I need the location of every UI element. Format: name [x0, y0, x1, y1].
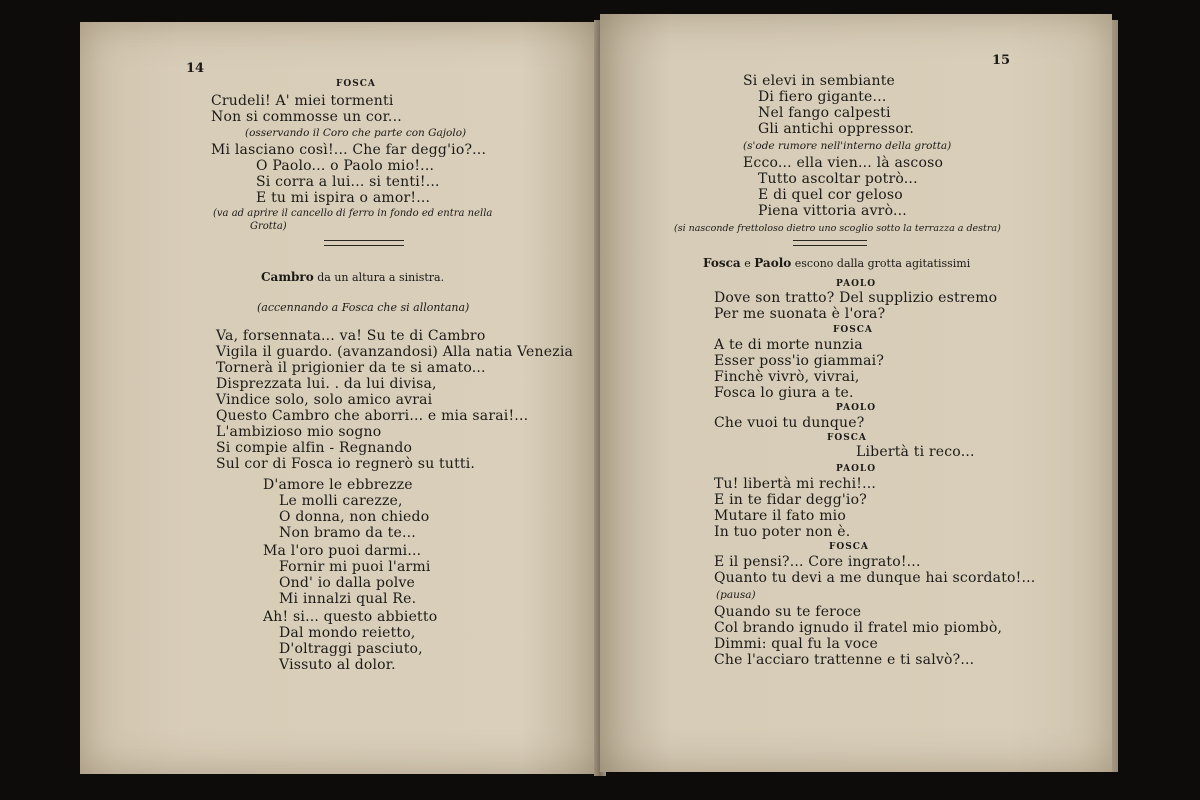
verse-line: Finchè vivrò, vivrai, [714, 369, 860, 385]
speaker-label: FOSCA [336, 79, 376, 89]
scene-heading [703, 257, 970, 269]
verse-line: Vigila il guardo. (avanzandosi) Alla natia Venezia [216, 344, 574, 360]
stage-direction: (pausa) [716, 589, 756, 601]
speaker-label: FOSCA [827, 433, 867, 443]
verse-line: Va, forsennata... va! Su te di Cambro [216, 328, 486, 344]
verse-line: O donna, non chiedo [279, 509, 430, 525]
verse-line: Non si commosse un cor... [211, 109, 402, 125]
verse-line: Quando su te feroce [714, 604, 862, 620]
verse-line: O Paolo... o Paolo mio!... [256, 158, 435, 174]
verse-line: Questo Cambro che aborri... e mia sarai!... [216, 408, 529, 424]
verse-line: Per me suonata è l'ora? [714, 306, 886, 322]
speaker-label: PAOLO [836, 279, 877, 289]
verse-line: Col brando ignudo il fratel mio piombò, [714, 620, 1003, 636]
verse-line: Ecco... ella vien... là ascoso [743, 155, 944, 171]
verse-line: E in te fidar degg'io? [714, 492, 867, 508]
verse-line: Dimmi: qual fu la voce [714, 636, 878, 652]
verse-line: E tu mi ispira o amor!... [256, 190, 431, 206]
verse-line: Quanto tu devi a me dunque hai scordato!... [714, 570, 1036, 586]
scene-character: Fosca [703, 256, 741, 270]
speaker-label: PAOLO [836, 403, 877, 413]
scene-character: Paolo [754, 256, 792, 270]
verse-line: Si compie alfin - Regnando [216, 440, 413, 456]
section-rule [324, 240, 404, 246]
stage-direction: Grotta) [250, 221, 287, 232]
scene-character: Cambro [261, 270, 314, 284]
speaker-label: FOSCA [833, 325, 873, 335]
verse-line: Le molli carezze, [279, 493, 403, 509]
verse-line: Fornir mi puoi l'armi [279, 559, 431, 575]
verse-line: Non bramo da te... [279, 525, 416, 541]
verse-line: Tutto ascoltar potrò... [758, 171, 918, 187]
verse-line: E di quel cor geloso [758, 187, 903, 203]
verse-line: Mi innalzi qual Re. [279, 591, 417, 607]
stage-direction: (accennando a Fosca che si allontana) [257, 301, 470, 314]
right-page [600, 14, 1112, 772]
verse-line: Che l'acciaro trattenne e ti salvò?... [714, 652, 975, 668]
verse-line: Crudeli! A' miei tormenti [211, 93, 394, 109]
stage-direction: (si nasconde frettoloso dietro uno scoglio sotto la terrazza a destra) [674, 223, 1001, 234]
verse-line: D'oltraggi pasciuto, [279, 641, 423, 657]
stage-direction: (s'ode rumore nell'interno della grotta) [743, 140, 952, 152]
verse-line: Dove son tratto? Del supplizio estremo [714, 290, 998, 306]
section-rule [793, 240, 867, 246]
verse-line: Tu! libertà mi rechi!... [714, 476, 877, 492]
verse-line: Vissuto al dolor. [279, 657, 396, 673]
verse-line: Ma l'oro puoi darmi... [263, 543, 422, 559]
verse-line: Mutare il fato mio [714, 508, 846, 524]
verse-line: In tuo poter non è. [714, 524, 851, 540]
verse-line: Si elevi in sembiante [743, 73, 896, 89]
verse-line: Esser poss'io giammai? [714, 353, 885, 369]
stage-direction: (osservando il Coro che parte con Gajolo) [245, 127, 467, 139]
verse-line: Vindice solo, solo amico avrai [216, 392, 433, 408]
verse-line: E il pensi?... Core ingrato!... [714, 554, 921, 570]
verse-line: Gli antichi oppressor. [758, 121, 914, 137]
verse-line: Mi lasciano così!... Che far degg'io?... [211, 142, 487, 158]
verse-line: L'ambizioso mio sogno [216, 424, 382, 440]
verse-line: Che vuoi tu dunque? [714, 415, 865, 431]
page-number: 14 [186, 61, 205, 76]
verse-line: Piena vittoria avrò... [758, 203, 907, 219]
page-number: 15 [992, 53, 1011, 68]
scene-heading-text: e [744, 257, 751, 270]
scene-heading [261, 271, 444, 283]
scene-heading-text: da un altura a sinistra. [317, 271, 445, 284]
verse-line: A te di morte nunzia [714, 337, 863, 353]
verse-line: D'amore le ebbrezze [263, 477, 413, 493]
speaker-label: FOSCA [829, 542, 869, 552]
speaker-label: PAOLO [836, 464, 877, 474]
stage-direction: (va ad aprire il cancello di ferro in fondo ed entra nella [213, 208, 493, 219]
verse-line: Disprezzata lui. . da lui divisa, [216, 376, 437, 392]
left-page [80, 22, 600, 774]
scene-heading-text: escono dalla grotta agitatissimi [794, 257, 971, 270]
verse-line: Tornerà il prigionier da te si amato... [216, 360, 486, 376]
verse-line: Si corra a lui... si tenti!... [256, 174, 440, 190]
verse-line: Ah! si... questo abbietto [263, 609, 438, 625]
verse-line: Libertà ti reco... [856, 444, 975, 460]
verse-line: Ond' io dalla polve [279, 575, 416, 591]
verse-line: Di fiero gigante... [758, 89, 887, 105]
verse-line: Nel fango calpesti [758, 105, 891, 121]
verse-line: Fosca lo giura a te. [714, 385, 854, 401]
verse-line: Sul cor di Fosca io regnerò su tutti. [216, 456, 476, 472]
verse-line: Dal mondo reietto, [279, 625, 416, 641]
